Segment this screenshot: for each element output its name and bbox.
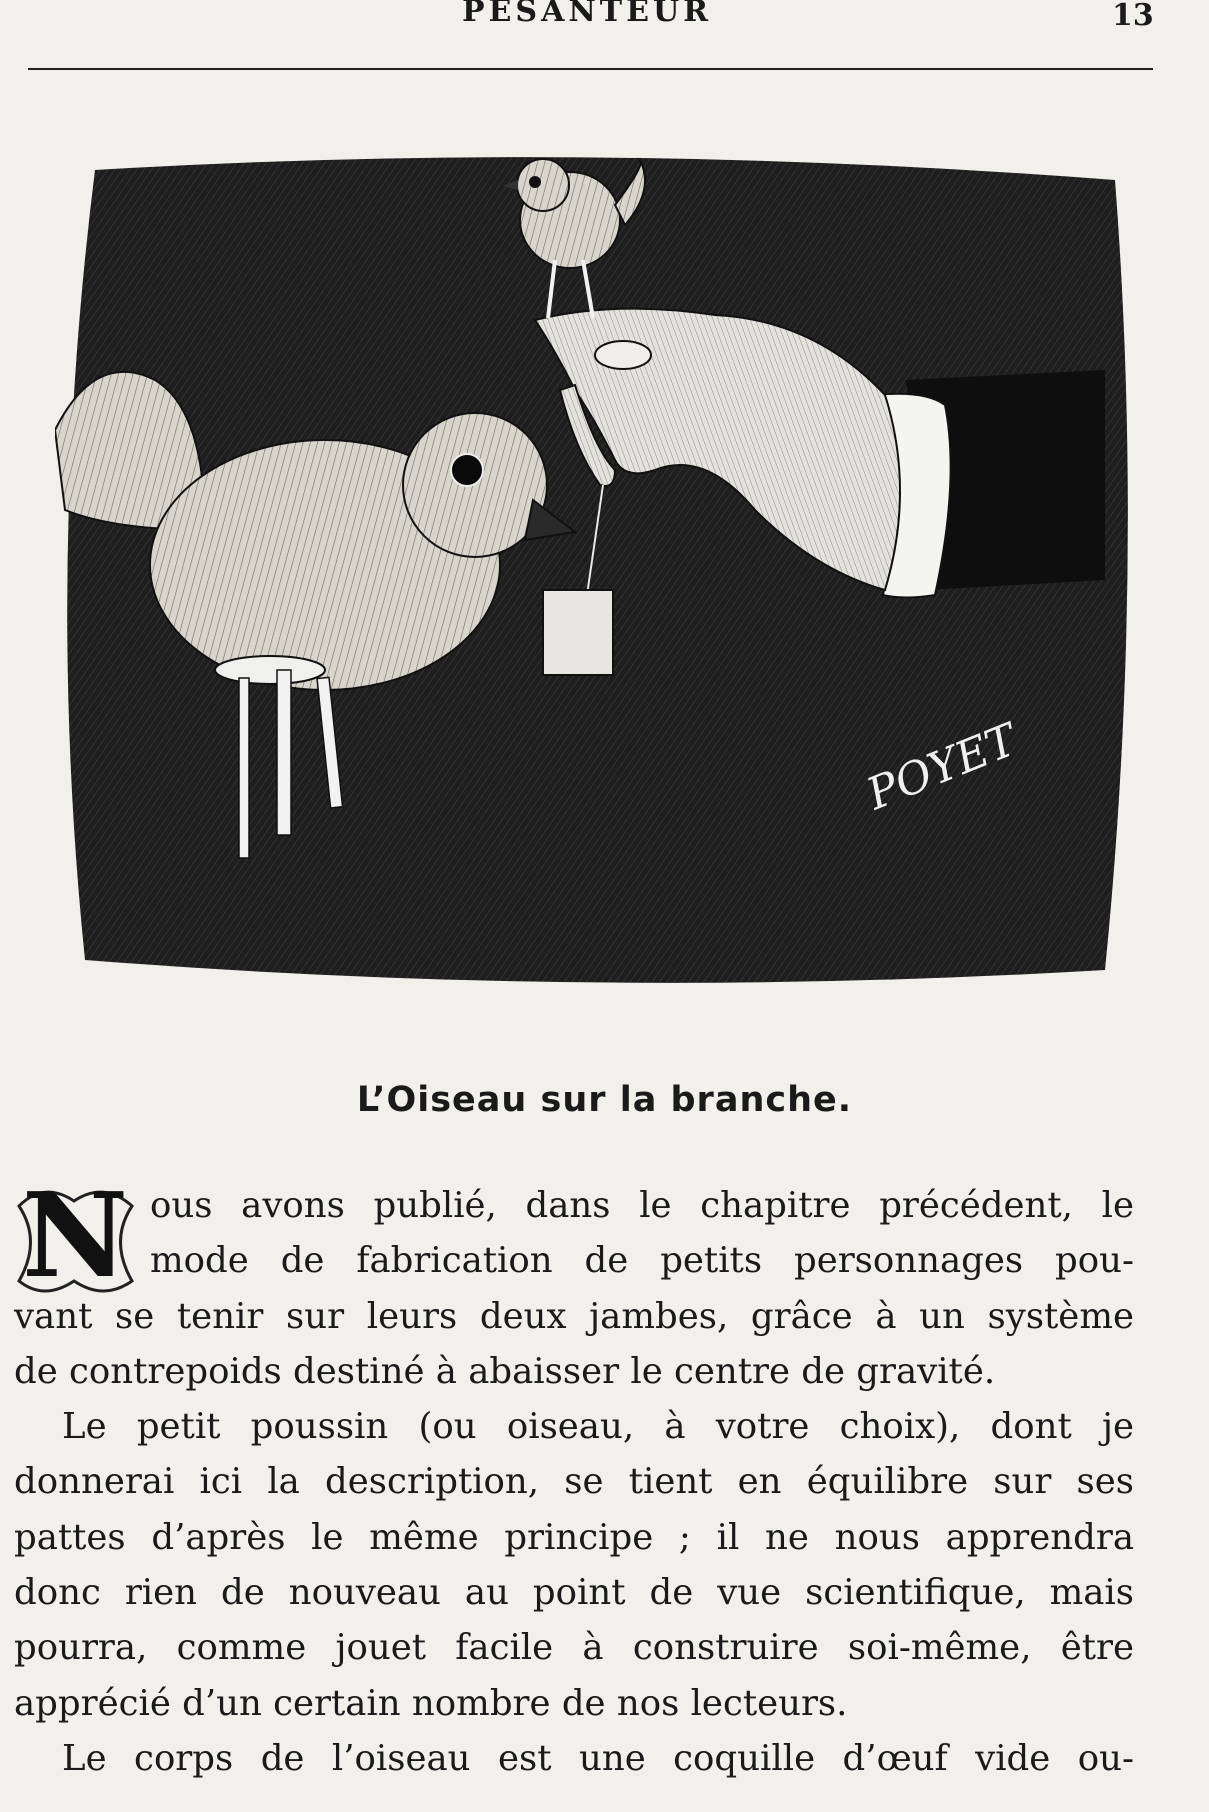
counterweight-block: [543, 590, 613, 675]
big-bird-base: [215, 656, 325, 684]
artist-signature: POYET: [860, 714, 1024, 821]
engraving-illustration: [55, 150, 1135, 1000]
text-line: apprécié d’un certain nombre de nos lecteurs.: [14, 1682, 848, 1724]
text-line: Le petit poussin (ou oiseau, à votre choix), dont je: [62, 1406, 1134, 1448]
figure-caption: L’Oiseau sur la branche.: [356, 1080, 853, 1120]
small-bird-eye: [529, 176, 541, 188]
header-rule: [28, 68, 1153, 70]
page-number: 13: [1112, 0, 1154, 33]
text-line: pourra, comme jouet facile à construire soi-même, être: [14, 1627, 1134, 1669]
article-body: [14, 1168, 1134, 1786]
text-line: vant se tenir sur leurs deux jambes, grâce à un système: [14, 1295, 1134, 1337]
big-bird-leg-2: [277, 670, 291, 835]
text-line: Le corps de l’oiseau est une coquille d’œuf vide ou-: [62, 1737, 1134, 1779]
big-bird-eye: [451, 454, 483, 486]
dropcap-letter: N: [21, 1168, 129, 1304]
page-header: [0, 0, 1209, 80]
text-line: donc rien de nouveau au point de vue scientifique, mais: [14, 1572, 1134, 1614]
text-line: mode de fabrication de petits personnages pou-: [150, 1240, 1134, 1282]
ornamental-dropcap: [14, 1168, 136, 1304]
big-bird-leg-1: [239, 678, 249, 858]
text-line: donnerai ici la description, se tient en équilibre sur ses: [14, 1461, 1134, 1503]
bird-on-finger-engraving: [55, 150, 1135, 1000]
text-line: de contrepoids destiné à abaisser le centre de gravité.: [14, 1350, 996, 1392]
fingernail: [595, 341, 651, 369]
small-bird-head: [517, 159, 569, 211]
text-line: ous avons publié, dans le chapitre précédent, le: [150, 1185, 1134, 1226]
text-line: pattes d’après le même principe ; il ne nous apprendra: [14, 1516, 1134, 1558]
running-title: PESANTEUR: [462, 0, 713, 29]
